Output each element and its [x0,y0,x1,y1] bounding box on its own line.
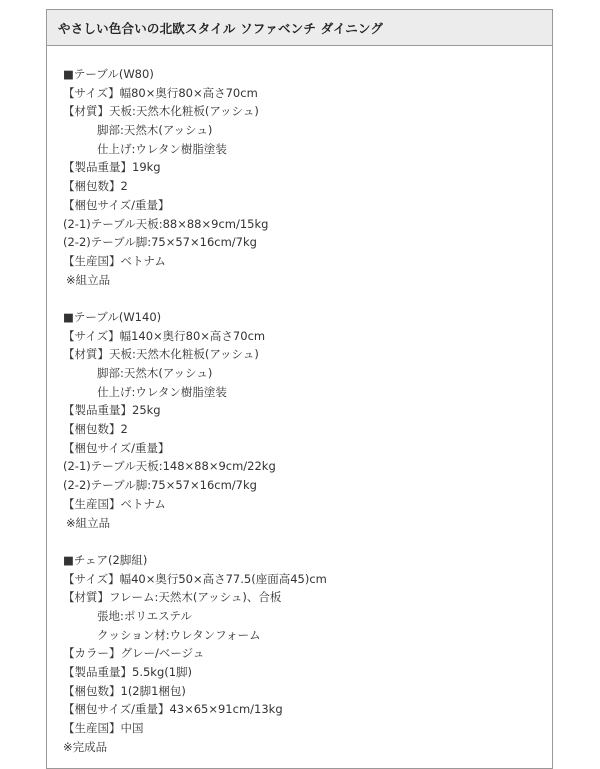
spec-line: 【サイズ】幅80×奥行80×高さ70cm [63,85,258,100]
spec-line: 脚部:天然木(アッシュ) [97,123,213,138]
spec-line: 【材質】天板:天然木化粧板(アッシュ) [63,347,259,362]
spec-line: 【サイズ】幅140×奥行80×高さ70cm [63,328,266,343]
spec-line: 張地:ポリエステル [97,608,192,623]
spec-line: 【梱包サイズ/重量】43×65×91cm/13kg [63,702,283,717]
spec-line: 【生産国】ベトナム [63,496,166,511]
spec-line: (2-1)テーブル天板:148×88×9cm/22kg [63,459,276,474]
spec-line: (2-2)テーブル脚:75×57×16cm/7kg [63,235,257,250]
spec-line: 【製品重量】19kg [63,160,161,175]
spec-section [63,65,552,289]
spec-line: (2-2)テーブル脚:75×57×16cm/7kg [63,478,257,493]
spec-body [47,46,552,756]
spec-line: 【生産国】ベトナム [63,253,166,268]
spec-line: 【梱包数】2 [63,422,128,437]
spec-line: ※完成品 [63,739,108,754]
spec-line: 仕上げ:ウレタン樹脂塗装 [97,141,227,156]
spec-line: 仕上げ:ウレタン樹脂塗装 [97,384,227,399]
spec-line: 【材質】フレーム:天然木(アッシュ)、合板 [63,590,282,605]
section-heading: ■テーブル(W140) [63,309,162,324]
spec-line: (2-1)テーブル天板:88×88×9cm/15kg [63,216,269,231]
spec-line: 【梱包サイズ/重量】 [63,197,170,212]
spec-section [63,551,552,757]
spec-line: 【梱包数】2 [63,179,128,194]
spec-section [63,308,552,532]
spec-line: 【生産国】中国 [63,721,144,736]
spec-line: 脚部:天然木(アッシュ) [97,366,213,380]
page-title: やさしい色合いの北欧スタイル ソファベンチ ダイニング [58,20,384,36]
spec-line: クッション材:ウレタンフォーム [97,627,261,642]
spec-line: 【サイズ】幅40×奥行50×高さ77.5(座面高45)cm [63,571,327,586]
spec-line: 【梱包サイズ/重量】 [63,440,170,455]
spec-header [47,10,552,46]
spec-line: ※組立品 [66,272,111,287]
spec-line: 【材質】天板:天然木化粧板(アッシュ) [63,104,259,119]
spec-line: 【梱包数】1(2脚1梱包) [63,683,186,698]
spec-table [46,9,553,769]
spec-line: 【製品重量】5.5kg(1脚) [63,665,193,679]
spec-line: ※組立品 [66,515,111,530]
section-heading: ■チェア(2脚組) [63,552,148,567]
section-heading: ■テーブル(W80) [63,67,154,81]
spec-line: 【製品重量】25kg [63,403,161,418]
spec-line: 【カラー】グレー/ベージュ [63,646,205,661]
